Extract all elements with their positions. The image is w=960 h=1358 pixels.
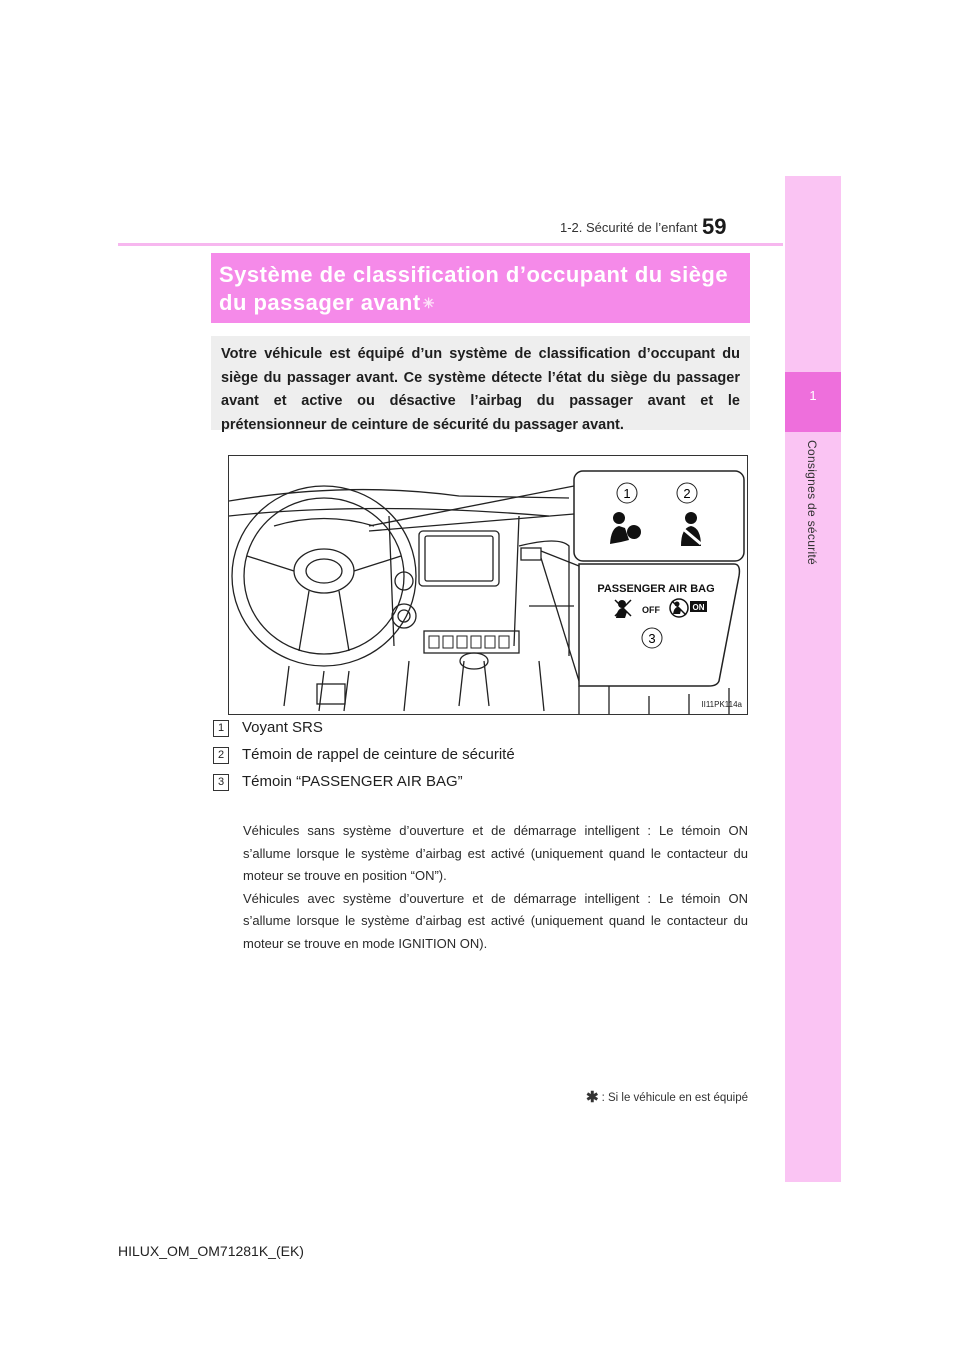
note-paragraph-2: Véhicules avec système d’ouverture et de démarrage intelligent : Le témoin ON s’allume lorsque le système d’airbag est activé (uniquement quand le contacteur du moteur se trouve en mode IGNITION ON). (243, 890, 748, 951)
footer-code: HILUX_OM_OM71281K_(EK) (118, 1243, 304, 1259)
dashboard-drawing (229, 456, 748, 715)
note-paragraph-1: Véhicules sans système d’ouverture et de démarrage intelligent : Le témoin ON s’allume lorsque le système d’airbag est activé (uniquement quand le contacteur du moteur se trouve en position “ON”). (243, 823, 748, 883)
legend-badge: 2 (213, 747, 229, 764)
optional-marker: ✳ (422, 295, 435, 311)
header-rule (118, 243, 783, 246)
running-header: 1-2. Sécurité de l’enfant (560, 220, 698, 235)
footnote-text: : Si le véhicule en est équipé (601, 1092, 748, 1104)
chapter-number: 1 (809, 388, 817, 403)
intro-box: Votre véhicule est équipé d’un système de classification d’occupant du siège du passager avant. Ce système détecte l’état du siège du passager avant et active ou désactive l’airbag du passager avant et le prétensionneur de ceinture de sécurité du passager avant. (211, 336, 750, 430)
legend-item-3 (213, 773, 463, 791)
title-line-1: Système de classification d’occupant du siège (219, 262, 729, 287)
legend-item-2 (213, 746, 515, 764)
callout-3: 3 (648, 631, 656, 646)
legend-item-1 (213, 719, 323, 737)
callout-1: 1 (623, 486, 631, 501)
section-title (211, 253, 750, 323)
passenger-airbag-label: PASSENGER AIR BAG (597, 583, 715, 595)
callout-2: 2 (683, 486, 691, 501)
dashboard-illustration (228, 455, 748, 715)
side-tab (785, 176, 841, 1182)
on-label: ON (692, 603, 705, 612)
legend-badge: 3 (213, 774, 229, 791)
note-block (243, 820, 748, 955)
off-label: OFF (642, 605, 660, 615)
figure-code: II11PK114a (701, 700, 742, 709)
legend-text: Témoin de rappel de ceinture de sécurité (242, 746, 515, 763)
title-line-2: du passager avant (219, 290, 421, 315)
legend-text: Voyant SRS (242, 719, 323, 736)
asterisk-icon: ✱ (586, 1089, 599, 1106)
legend-text: Témoin “PASSENGER AIR BAG” (242, 773, 463, 790)
footnote (540, 1088, 748, 1106)
page-number: 59 (702, 214, 727, 239)
chapter-title: Consignes de sécurité (805, 440, 819, 566)
legend-badge: 1 (213, 720, 229, 737)
